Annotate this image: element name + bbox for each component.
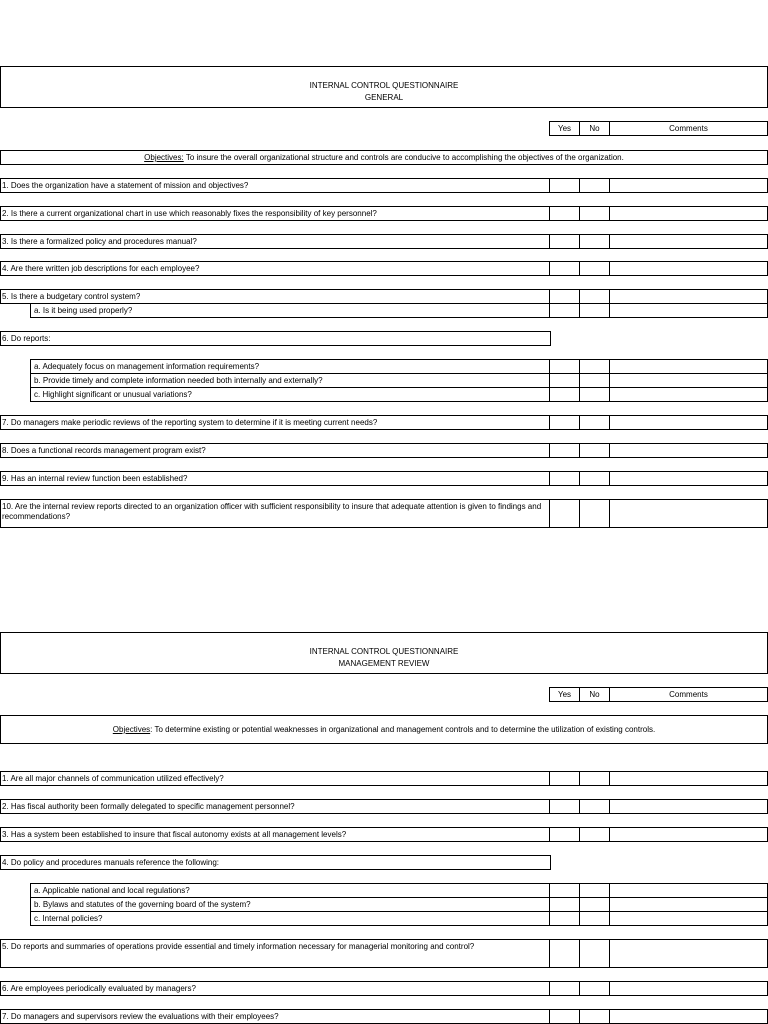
no-cell[interactable] bbox=[579, 443, 610, 458]
yes-cell[interactable] bbox=[549, 303, 580, 318]
no-cell[interactable] bbox=[579, 883, 610, 898]
section2-title-box bbox=[0, 632, 768, 674]
comments-cell[interactable] bbox=[609, 883, 768, 898]
no-cell[interactable] bbox=[579, 359, 610, 374]
yes-column-header: Yes bbox=[549, 121, 580, 136]
question-text: 6. Do reports: bbox=[0, 331, 551, 346]
no-cell[interactable] bbox=[579, 911, 610, 926]
no-cell[interactable] bbox=[579, 387, 610, 402]
question-text: 7. Do managers and supervisors review the evaluations with their employees? bbox=[0, 1009, 550, 1024]
yes-cell[interactable] bbox=[549, 359, 580, 374]
comments-cell[interactable] bbox=[609, 981, 768, 996]
comments-cell[interactable] bbox=[609, 827, 768, 842]
comments-cell[interactable] bbox=[609, 1009, 768, 1024]
comments-cell[interactable] bbox=[609, 939, 768, 968]
no-cell[interactable] bbox=[579, 234, 610, 249]
comments-cell[interactable] bbox=[609, 499, 768, 528]
yes-cell[interactable] bbox=[549, 415, 580, 430]
question-text: 4. Do policy and procedures manuals reference the following: bbox=[0, 855, 551, 870]
section1-title: INTERNAL CONTROL QUESTIONNAIRE bbox=[309, 81, 459, 90]
comments-cell[interactable] bbox=[609, 206, 768, 221]
no-cell[interactable] bbox=[579, 1009, 610, 1024]
question-text: b. Provide timely and complete information needed both internally and externally? bbox=[30, 373, 550, 388]
yes-cell[interactable] bbox=[549, 499, 580, 528]
no-cell[interactable] bbox=[579, 415, 610, 430]
comments-cell[interactable] bbox=[609, 261, 768, 276]
section2-objectives bbox=[0, 715, 768, 744]
question-text: b. Bylaws and statutes of the governing board of the system? bbox=[30, 897, 550, 912]
comments-column-header: Comments bbox=[609, 121, 768, 136]
section2-title: INTERNAL CONTROL QUESTIONNAIRE bbox=[309, 647, 459, 656]
question-text: a. Adequately focus on management information requirements? bbox=[30, 359, 550, 374]
no-cell[interactable] bbox=[579, 206, 610, 221]
question-text: 6. Are employees periodically evaluated by managers? bbox=[0, 981, 550, 996]
section2-subtitle: MANAGEMENT REVIEW bbox=[338, 659, 430, 668]
comments-cell[interactable] bbox=[609, 799, 768, 814]
comments-cell[interactable] bbox=[609, 178, 768, 193]
comments-cell[interactable] bbox=[609, 234, 768, 249]
question-text: 3. Has a system been established to insure that fiscal autonomy exists at all management levels? bbox=[0, 827, 550, 842]
comments-cell[interactable] bbox=[609, 415, 768, 430]
question-text: 1. Does the organization have a statement of mission and objectives? bbox=[0, 178, 550, 193]
question-text: 1. Are all major channels of communication utilized effectively? bbox=[0, 771, 550, 786]
yes-cell[interactable] bbox=[549, 883, 580, 898]
section1-objectives bbox=[0, 150, 768, 165]
question-text: 10. Are the internal review reports directed to an organization officer with sufficient responsibility to insure that adequate attention is given to findings and recommendations? bbox=[0, 499, 550, 528]
no-cell[interactable] bbox=[579, 799, 610, 814]
objectives-text: : To determine existing or potential weaknesses in organizational and management controls and to determine the utilization of existing controls. bbox=[150, 725, 656, 734]
yes-cell[interactable] bbox=[549, 771, 580, 786]
yes-cell[interactable] bbox=[549, 1009, 580, 1024]
yes-cell[interactable] bbox=[549, 289, 580, 304]
no-cell[interactable] bbox=[579, 897, 610, 912]
no-cell[interactable] bbox=[579, 827, 610, 842]
yes-cell[interactable] bbox=[549, 443, 580, 458]
section2-column-header bbox=[549, 687, 768, 702]
question-text: 8. Does a functional records management program exist? bbox=[0, 443, 550, 458]
yes-cell[interactable] bbox=[549, 206, 580, 221]
no-cell[interactable] bbox=[579, 178, 610, 193]
yes-cell[interactable] bbox=[549, 373, 580, 388]
comments-cell[interactable] bbox=[609, 443, 768, 458]
no-cell[interactable] bbox=[579, 303, 610, 318]
comments-cell[interactable] bbox=[609, 771, 768, 786]
yes-cell[interactable] bbox=[549, 387, 580, 402]
no-cell[interactable] bbox=[579, 981, 610, 996]
objectives-label: Objectives: bbox=[144, 153, 184, 162]
yes-cell[interactable] bbox=[549, 234, 580, 249]
comments-cell[interactable] bbox=[609, 289, 768, 304]
comments-cell[interactable] bbox=[609, 471, 768, 486]
no-cell[interactable] bbox=[579, 499, 610, 528]
question-text: 7. Do managers make periodic reviews of the reporting system to determine if it is meeting current needs? bbox=[0, 415, 550, 430]
objectives-text: To insure the overall organizational structure and controls are conducive to accomplishing the objectives of the organization. bbox=[183, 153, 624, 162]
section1-column-header bbox=[549, 121, 768, 136]
section1-title-box bbox=[0, 66, 768, 108]
no-cell[interactable] bbox=[579, 261, 610, 276]
no-cell[interactable] bbox=[579, 373, 610, 388]
no-column-header: No bbox=[579, 121, 610, 136]
question-text: c. Highlight significant or unusual variations? bbox=[30, 387, 550, 402]
question-text: a. Applicable national and local regulations? bbox=[30, 883, 550, 898]
comments-cell[interactable] bbox=[609, 387, 768, 402]
comments-cell[interactable] bbox=[609, 911, 768, 926]
yes-cell[interactable] bbox=[549, 471, 580, 486]
no-cell[interactable] bbox=[579, 471, 610, 486]
yes-cell[interactable] bbox=[549, 911, 580, 926]
section1-subtitle: GENERAL bbox=[364, 93, 404, 102]
question-text: 4. Are there written job descriptions for each employee? bbox=[0, 261, 550, 276]
question-text: c. Internal policies? bbox=[30, 911, 550, 926]
yes-cell[interactable] bbox=[549, 939, 580, 968]
question-text: a. Is it being used properly? bbox=[30, 303, 550, 318]
yes-cell[interactable] bbox=[549, 178, 580, 193]
question-text: 5. Is there a budgetary control system? bbox=[0, 289, 550, 304]
no-cell[interactable] bbox=[579, 771, 610, 786]
comments-cell[interactable] bbox=[609, 897, 768, 912]
comments-cell[interactable] bbox=[609, 359, 768, 374]
yes-cell[interactable] bbox=[549, 981, 580, 996]
comments-cell[interactable] bbox=[609, 373, 768, 388]
yes-cell[interactable] bbox=[549, 799, 580, 814]
question-text: 2. Is there a current organizational chart in use which reasonably fixes the responsibility of key personnel? bbox=[0, 206, 550, 221]
comments-column-header: Comments bbox=[609, 687, 768, 702]
objectives-label: Objectives bbox=[112, 725, 151, 734]
no-column-header: No bbox=[579, 687, 610, 702]
no-cell[interactable] bbox=[579, 289, 610, 304]
no-cell[interactable] bbox=[579, 939, 610, 968]
question-text: 3. Is there a formalized policy and procedures manual? bbox=[0, 234, 550, 249]
comments-cell[interactable] bbox=[609, 303, 768, 318]
question-text: 5. Do reports and summaries of operations provide essential and timely information necessary for managerial monitoring and control? bbox=[0, 939, 550, 968]
question-text: 9. Has an internal review function been established? bbox=[0, 471, 550, 486]
yes-cell[interactable] bbox=[549, 897, 580, 912]
yes-column-header: Yes bbox=[549, 687, 580, 702]
yes-cell[interactable] bbox=[549, 261, 580, 276]
yes-cell[interactable] bbox=[549, 827, 580, 842]
question-text: 2. Has fiscal authority been formally delegated to specific management personnel? bbox=[0, 799, 550, 814]
